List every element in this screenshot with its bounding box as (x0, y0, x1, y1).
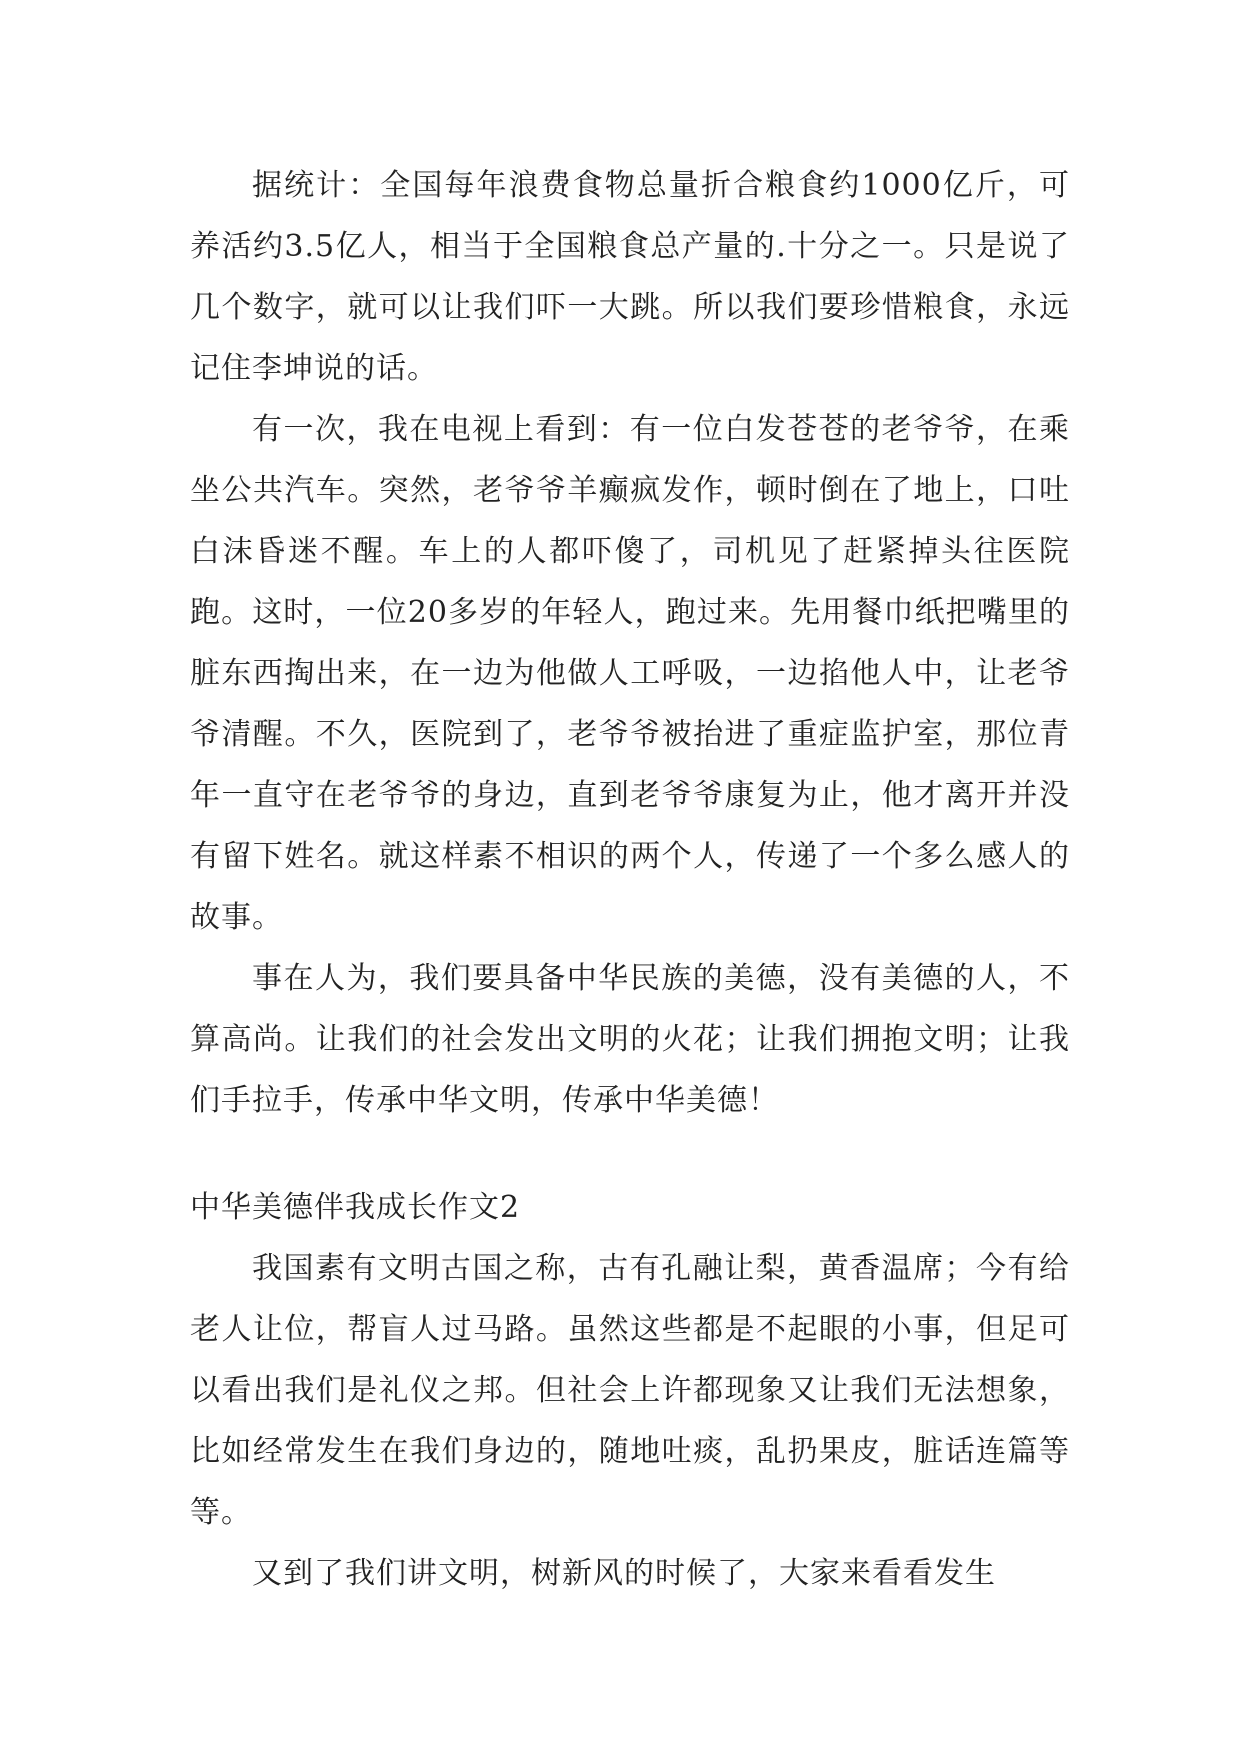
paragraph: 我国素有文明古国之称，古有孔融让梨，黄香温席；今有给老人让位，帮盲人过马路。虽然这些都是不起眼的小事，但足可以看出我们是礼仪之邦。但社会上许都现象又让我们无法想象，比如经常发生在我们身边的，随地吐痰，乱扔果皮，脏话连篇等等。 (190, 1251, 1070, 1530)
paragraph: 又到了我们讲文明，树新风的时候了，大家来看看发生 (252, 1556, 996, 1591)
paragraph: 据统计：全国每年浪费食物总量折合粮食约1000亿斤，可养活约3.5亿人，相当于全国粮食总产量的.十分之一。只是说了几个数字，就可以让我们吓一大跳。所以我们要珍惜粮食，永远记住李坤说的话。 (190, 168, 1070, 386)
paragraph: 有一次，我在电视上看到：有一位白发苍苍的老爷爷，在乘坐公共汽车。突然，老爷爷羊癫疯发作，顿时倒在了地上，口吐白沫昏迷不醒。车上的人都吓傻了，司机见了赶紧掉头往医院跑。这时，一位20多岁的年轻人，跑过来。先用餐巾纸把嘴里的脏东西掏出来，在一边为他做人工呼吸，一边掐他人中，让老爷爷清醒。不久，医院到了，老爷爷被抬进了重症监护室，那位青年一直守在老爷爷的身边，直到老爷爷康复为止，他才离开并没有留下姓名。就这样素不相识的两个人，传递了一个多么感人的故事。 (190, 412, 1070, 935)
paragraph: 事在人为，我们要具备中华民族的美德，没有美德的人，不算高尚。让我们的社会发出文明的火花；让我们拥抱文明；让我们手拉手，传承中华文明，传承中华美德！ (190, 961, 1070, 1118)
document-page (190, 155, 1070, 1604)
section-title: 中华美德伴我成长作文2 (190, 1190, 521, 1225)
